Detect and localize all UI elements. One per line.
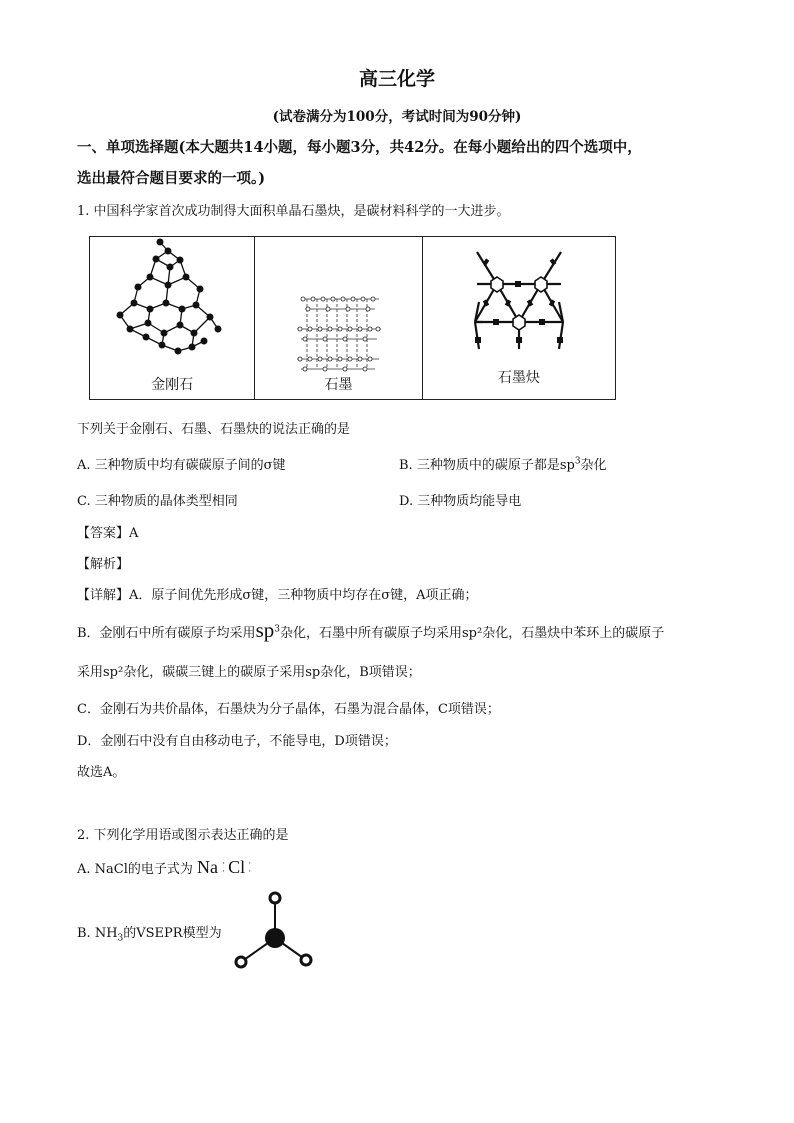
- detail-b-sp-symbol: sp: [255, 618, 275, 642]
- q2-option-b-text: B. NH: [77, 926, 118, 941]
- q1-option-b-text: B. 三种物质中的碳原子都是sp: [399, 458, 575, 473]
- q2-option-a: [77, 857, 251, 878]
- analysis-label: 【解析】: [77, 557, 130, 572]
- conclusion: 故选A。: [77, 765, 126, 780]
- q1-option-b-superscript: 3: [574, 456, 581, 467]
- electron-dots-right: · ·: [248, 858, 252, 876]
- sodium-symbol: Na: [197, 857, 219, 877]
- detail-b-prefix: B．金刚石中所有碳原子均采用: [77, 626, 256, 641]
- q1-option-c: C. 三种物质的晶体类型相同: [77, 494, 238, 509]
- q1-option-b-suffix: 杂化: [580, 458, 607, 473]
- structure-figure-table: [89, 236, 616, 400]
- graphite-caption: 石墨: [324, 377, 353, 393]
- section-heading-line1: 一、单项选择题(本大题共14小题，每小题3分，共42分。在每小题给出的四个选项中，: [77, 139, 642, 156]
- detail-c: C．金刚石为共价晶体，石墨炔为分子晶体，石墨为混合晶体，C项错误；: [77, 702, 500, 717]
- q2-option-a-text: A. NaCl的电子式为: [77, 862, 193, 877]
- q1-question: 下列关于金刚石、石墨、石墨炔的说法正确的是: [77, 422, 351, 437]
- graphdiyne-caption: 石墨炔: [497, 370, 540, 386]
- page-title: 高三化学: [358, 68, 435, 90]
- detail-a: 【详解】A．原子间优先形成σ键，三种物质中均存在σ键，A项正确；: [77, 588, 478, 603]
- electron-dots-left: · ·: [222, 858, 226, 876]
- vsepr-model-image: [230, 885, 320, 975]
- detail-b-superscript: 3: [274, 624, 280, 635]
- exam-info: (试卷满分为100分，考试时间为90分钟): [272, 109, 522, 125]
- q1-option-d: D. 三种物质均能导电: [399, 494, 522, 509]
- graphite-cell: [255, 237, 422, 399]
- q2-option-b: [77, 922, 222, 944]
- detail-b-line2: 采用sp²杂化，碳碳三键上的碳原子采用sp杂化，B项错误；: [77, 665, 421, 680]
- q1-option-b: [399, 454, 607, 473]
- answer-label: 【答案】A: [77, 526, 139, 541]
- q2-option-b-subscript: 3: [117, 933, 124, 944]
- q1-option-a: A. 三种物质中均有碳碳原子间的σ键: [77, 458, 286, 473]
- graphdiyne-cell: [423, 237, 615, 399]
- detail-b-line1: [77, 618, 664, 643]
- diamond-cell: [90, 237, 255, 399]
- q2-stem: 2. 下列化学用语或图示表达正确的是: [77, 828, 289, 843]
- detail-b-suffix: 杂化，石墨中所有碳原子均采用sp²杂化，石墨炔中苯环上的碳原子: [279, 626, 665, 641]
- q1-stem: 1. 中国科学家首次成功制得大面积单晶石墨炔，是碳材料科学的一大进步。: [77, 204, 510, 219]
- section-heading-line2: 选出最符合题目要求的一项。): [77, 170, 266, 187]
- diamond-caption: 金刚石: [151, 377, 194, 393]
- q2-option-b-suffix: 的VSEPR模型为: [123, 926, 222, 941]
- chlorine-symbol: Cl: [228, 857, 246, 877]
- chlorine-electron-dot: [222, 857, 251, 878]
- detail-d: D．金刚石中没有自由移动电子，不能导电，D项错误；: [77, 734, 397, 749]
